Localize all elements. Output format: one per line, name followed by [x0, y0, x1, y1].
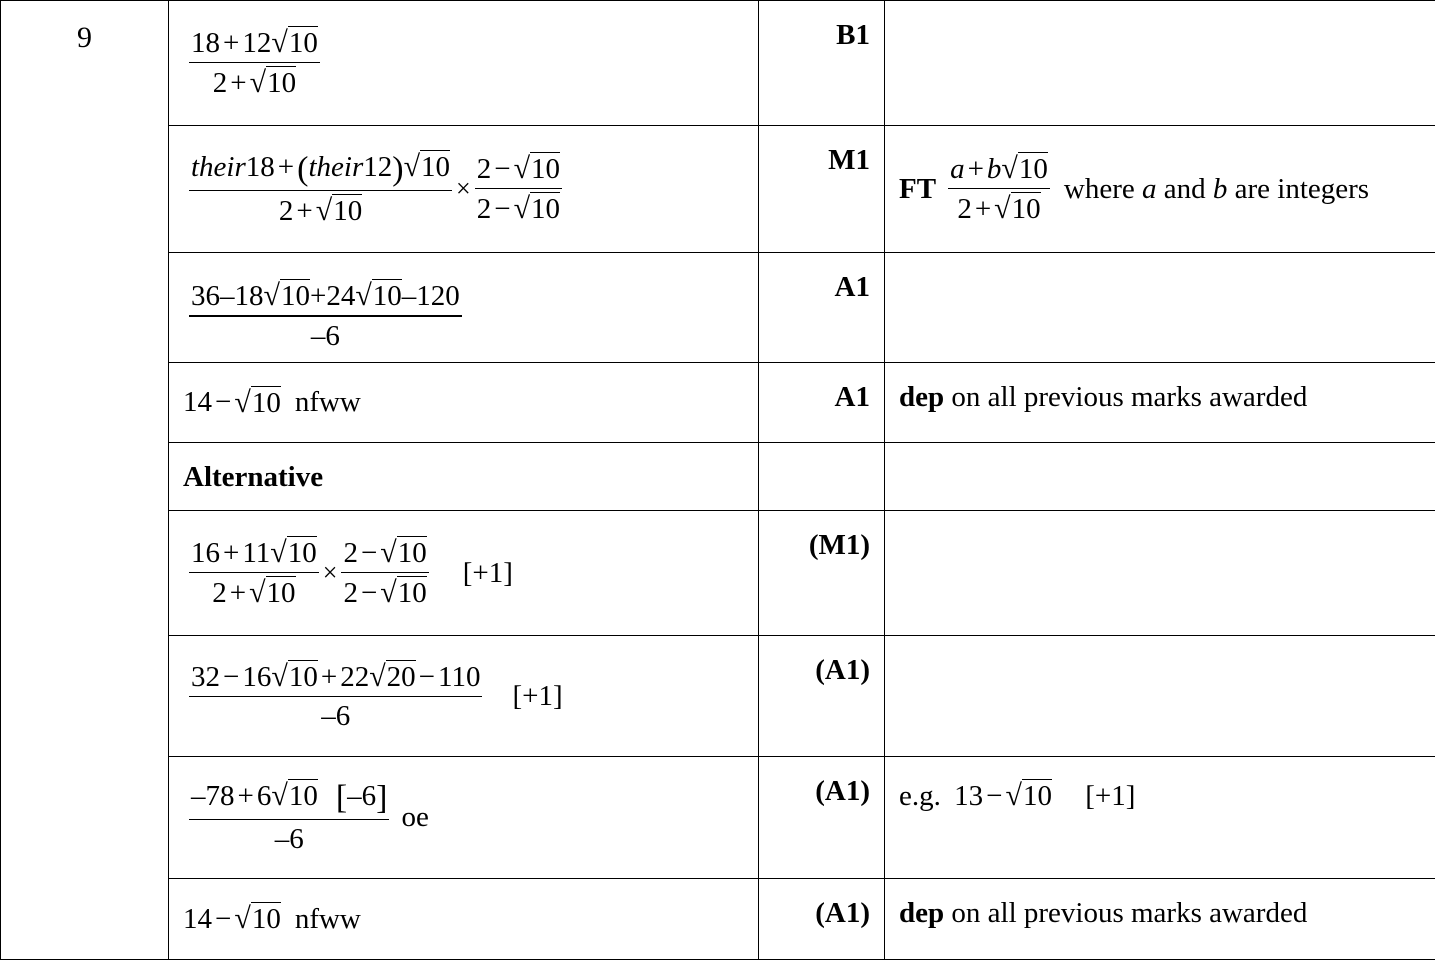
guidance-cell — [885, 636, 1435, 757]
question-number-cell — [1, 1, 169, 960]
mark-cell — [759, 363, 885, 443]
mark: A1 — [834, 381, 870, 413]
mark: (A1) — [815, 897, 870, 929]
alternative-heading: Alternative — [183, 461, 324, 493]
dep-label: dep — [899, 897, 945, 929]
answer-cell — [169, 636, 759, 757]
guidance-cell — [885, 443, 1435, 511]
fraction: $\frac{-78 + 6√10 [-6]}{-6}$ — [191, 778, 388, 856]
table-row — [1, 636, 1435, 757]
guidance-cell — [885, 126, 1435, 253]
conjugate-fraction: $\frac{2 - √10}{2 - √10}$ — [476, 152, 561, 225]
sqrt: √10 — [249, 66, 297, 99]
answer-cell: 14 − √10 nfww — [169, 363, 759, 443]
answer-cell: $\frac{\text{their18 +(their12)√10}}{2 + √10}$ × $\frac{2 - √10}{2 - √10}$ — [169, 126, 759, 253]
table-row — [1, 511, 1435, 636]
answer-cell: 14 − √10 nfww — [169, 879, 759, 960]
answer-suffix: nfww — [294, 902, 361, 935]
table-row — [1, 757, 1435, 879]
answer-cell — [169, 1, 759, 126]
fraction: $\frac{a + b√10}{2 + √10}$ — [950, 152, 1048, 225]
guidance-text: on all previous marks awarded — [951, 897, 1308, 929]
mark-cell — [759, 511, 885, 636]
answer-cell — [169, 253, 759, 363]
guidance-text: on all previous marks awarded — [951, 381, 1308, 413]
mark-cell — [759, 126, 885, 253]
mark: M1 — [828, 144, 870, 176]
term: 2 — [212, 67, 228, 99]
mark-cell — [759, 636, 885, 757]
term: 18 — [191, 27, 220, 59]
answer-cell — [169, 443, 759, 511]
table-row — [1, 1, 1435, 126]
mark-cell — [759, 443, 885, 511]
fraction: $\frac{18 + 12√10}{2 + √10}$ — [191, 26, 318, 99]
answer-suffix: nfww — [294, 386, 361, 418]
sqrt: √10 — [271, 26, 318, 59]
mark: A1 — [834, 271, 870, 303]
mark: (A1) — [815, 654, 870, 686]
table-row — [1, 363, 1435, 443]
question-number: 9 — [77, 21, 92, 54]
term: 12 — [242, 27, 272, 59]
guidance-cell — [885, 757, 1435, 879]
table-row — [1, 879, 1435, 960]
mark-cell — [759, 1, 885, 126]
answer-cell: $\frac{16 + 11√10}{2 + √10}$ × $\frac{2 - √10}{2 - √10}$ [+1] — [169, 511, 759, 636]
guidance-cell — [885, 879, 1435, 960]
answer-suffix: oe — [401, 801, 429, 833]
table-row — [1, 126, 1435, 253]
mark: (A1) — [815, 775, 870, 807]
mark: (M1) — [808, 529, 870, 561]
mark: B1 — [836, 19, 870, 51]
guidance-cell — [885, 511, 1435, 636]
fraction: $\frac{16 + 11√10}{2 + √10}$ — [191, 536, 317, 609]
fraction: $\frac{36-18√10+24√10-120}{-6}$ — [191, 279, 460, 352]
guidance-text: where a and b are integers — [1063, 172, 1370, 205]
guidance-text: e.g. 13 − √10 [+1] — [899, 779, 1136, 812]
dep-label: dep — [899, 381, 945, 413]
mark-cell — [759, 253, 885, 363]
table-row — [1, 443, 1435, 511]
guidance-cell — [885, 253, 1435, 363]
conjugate-fraction: $\frac{2 - √10}{2 - √10}$ — [343, 536, 427, 609]
table-row — [1, 253, 1435, 363]
answer-cell — [169, 757, 759, 879]
fraction: $\frac{\text{their18 +(their12)√10}}{2 + √10}$ — [191, 149, 451, 228]
mark-cell — [759, 879, 885, 960]
fraction: $\frac{32 - 16√10 + 22√20 - 110}{-6}$ — [191, 659, 481, 732]
guidance-cell — [885, 363, 1435, 443]
extra-note: [+1] — [462, 556, 513, 589]
guidance-cell — [885, 1, 1435, 126]
extra-note: [+1] — [512, 679, 563, 712]
ft-label: FT — [899, 172, 937, 205]
mark-cell — [759, 757, 885, 879]
